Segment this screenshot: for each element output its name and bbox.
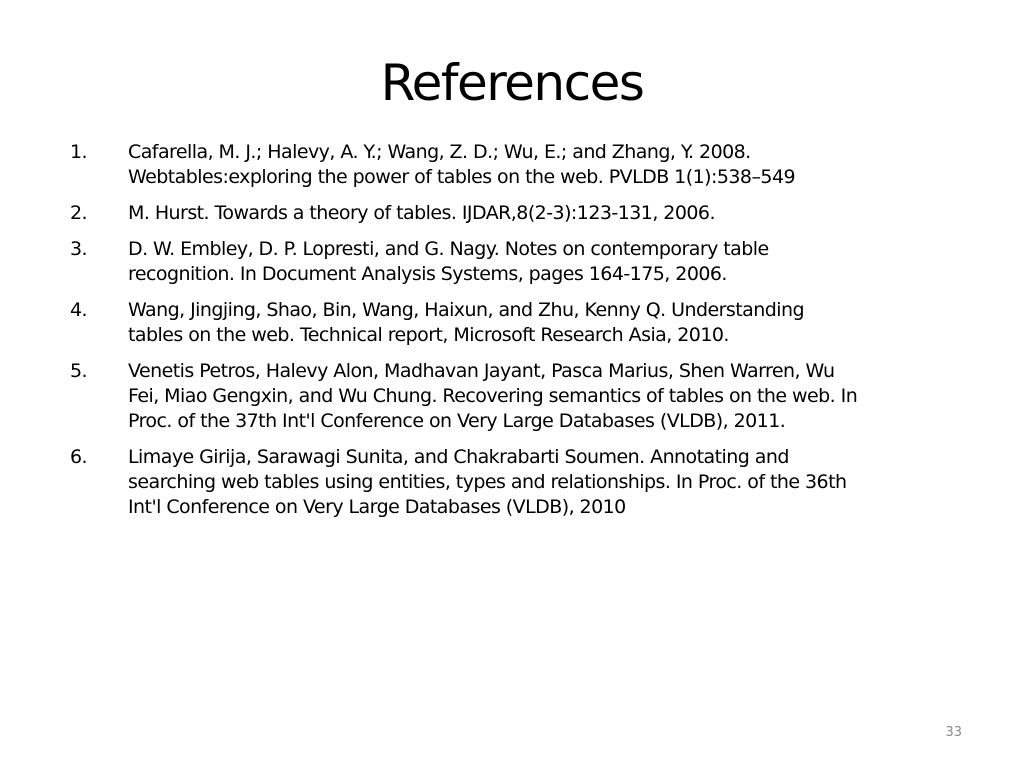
reference-text xyxy=(128,359,978,434)
reference-line: searching web tables using entities, types and relationships. In Proc. of the 36th xyxy=(128,471,847,493)
page-number: 33 xyxy=(945,725,962,740)
reference-text xyxy=(128,298,978,348)
reference-text xyxy=(128,237,978,287)
reference-text xyxy=(128,140,978,190)
reference-item xyxy=(70,140,990,190)
reference-line: Wang, Jingjing, Shao, Bin, Wang, Haixun, and Zhu, Kenny Q. Understanding xyxy=(128,299,804,321)
reference-line: Limaye Girija, Sarawagi Sunita, and Chakrabarti Soumen. Annotating and xyxy=(128,446,789,468)
reference-line: tables on the web. Technical report, Microsoft Research Asia, 2010. xyxy=(128,324,729,346)
reference-line: Int'l Conference on Very Large Databases (VLDB), 2010 xyxy=(128,496,626,518)
reference-item xyxy=(70,445,990,520)
reference-number: 4. xyxy=(70,299,88,321)
slide-title: References xyxy=(380,54,644,112)
reference-item xyxy=(70,359,990,434)
reference-line: Venetis Petros, Halevy Alon, Madhavan Jayant, Pasca Marius, Shen Warren, Wu xyxy=(128,360,835,382)
reference-list xyxy=(70,140,990,531)
reference-number: 5. xyxy=(70,360,88,382)
reference-line: Proc. of the 37th Int'l Conference on Very Large Databases (VLDB), 2011. xyxy=(128,410,786,432)
reference-line: D. W. Embley, D. P. Lopresti, and G. Nagy. Notes on contemporary table xyxy=(128,238,769,260)
reference-line: Webtables:exploring the power of tables on the web. PVLDB 1(1):538–549 xyxy=(128,166,796,188)
reference-item xyxy=(70,298,990,348)
reference-line: M. Hurst. Towards a theory of tables. IJDAR,8(2-3):123-131, 2006. xyxy=(128,202,715,224)
reference-text xyxy=(128,201,978,226)
reference-number: 1. xyxy=(70,141,88,163)
reference-line: Fei, Miao Gengxin, and Wu Chung. Recovering semantics of tables on the web. In xyxy=(128,385,858,407)
reference-line: Cafarella, M. J.; Halevy, A. Y.; Wang, Z. D.; Wu, E.; and Zhang, Y. 2008. xyxy=(128,141,751,163)
reference-item xyxy=(70,237,990,287)
reference-number: 2. xyxy=(70,202,88,224)
reference-number: 3. xyxy=(70,238,88,260)
reference-text xyxy=(128,445,978,520)
reference-item xyxy=(70,201,990,226)
reference-line: recognition. In Document Analysis Systems, pages 164-175, 2006. xyxy=(128,263,727,285)
reference-number: 6. xyxy=(70,446,88,468)
